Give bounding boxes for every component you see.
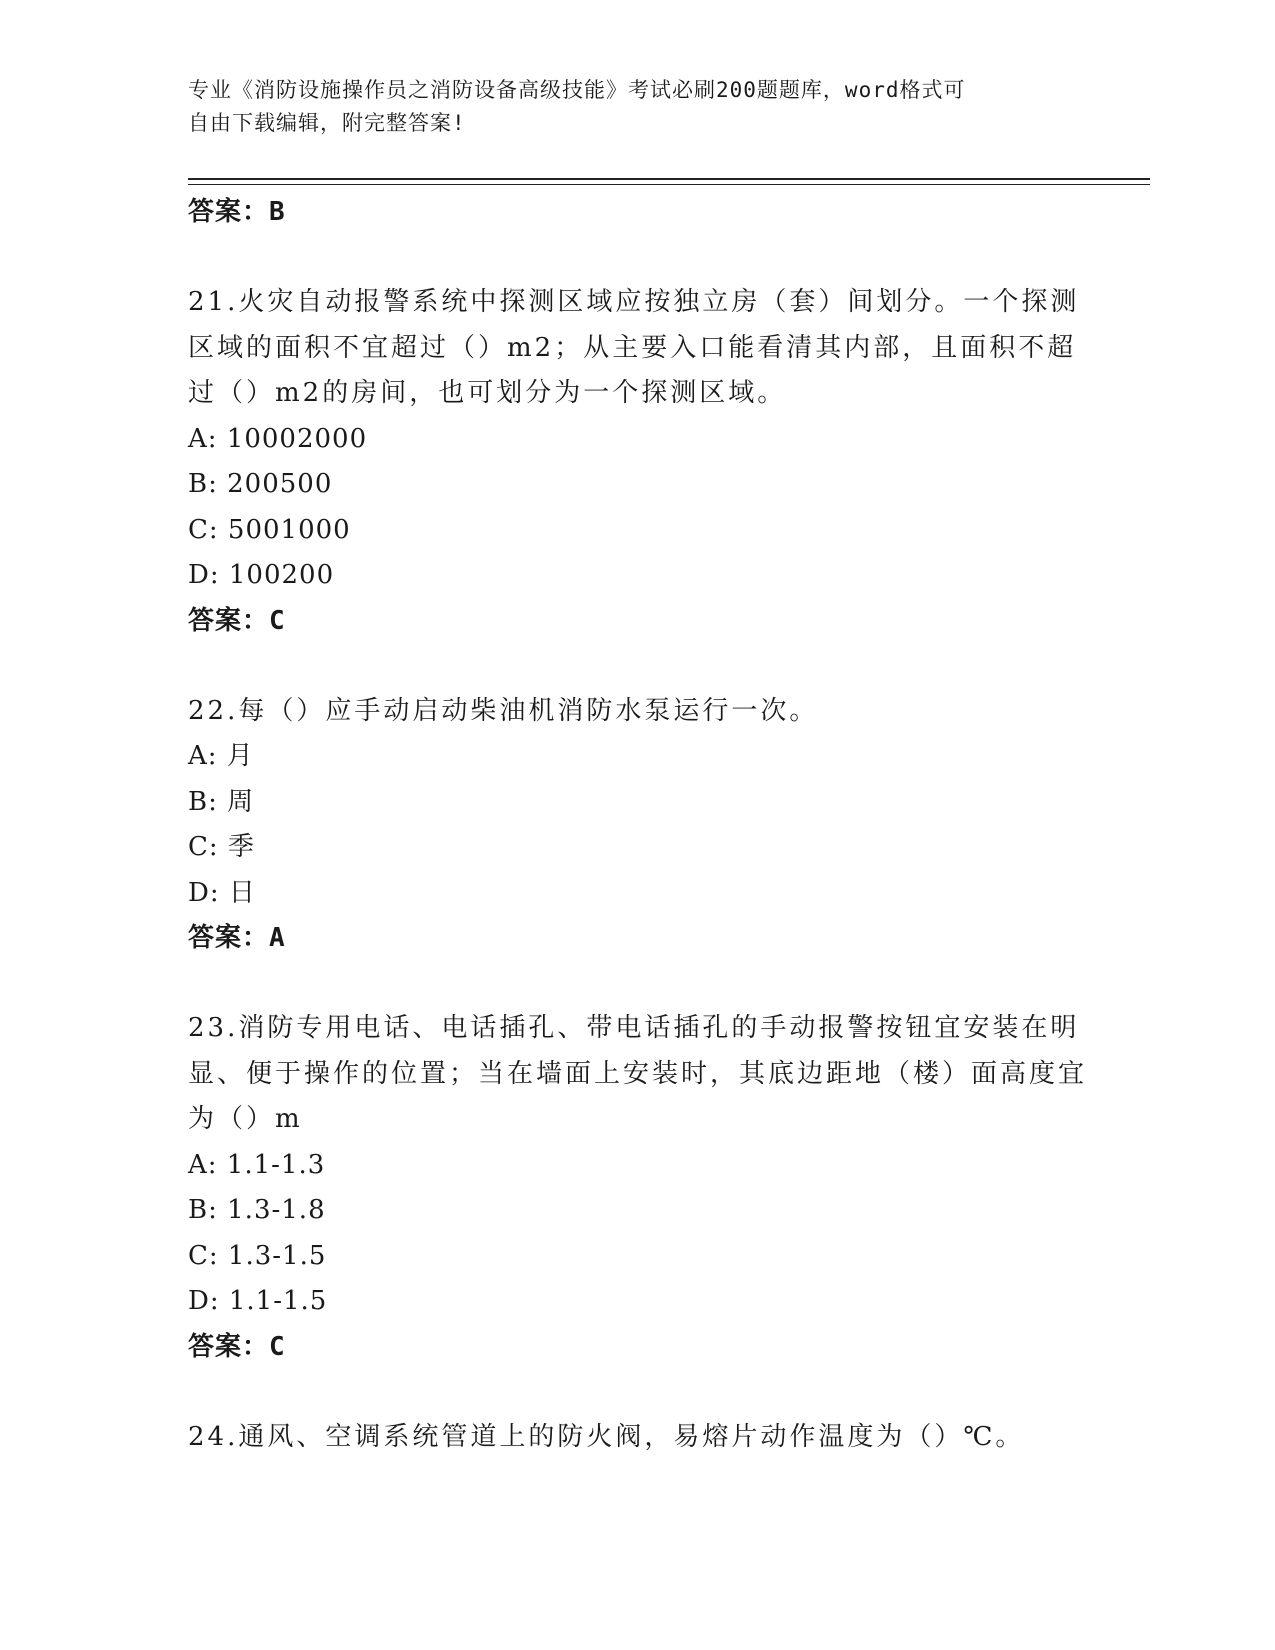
option-c: C: 季: [188, 832, 255, 862]
option-b: B: 1.3-1.8: [188, 1195, 326, 1225]
question-text: 23.消防专用电话、电话插孔、带电话插孔的手动报警按钮宜安装在明显、便于操作的位置；当在墙面上安装时，其底边距地（楼）面高度宜为（）m: [188, 1013, 1088, 1134]
question-text: 24.通风、空调系统管道上的防火阀，易熔片动作温度为（）℃。: [188, 1421, 1025, 1452]
header-line-1: 专业《消防设施操作员之消防设备高级技能》考试必刷200题题库，word格式可: [188, 78, 966, 102]
question-text: 21.火灾自动报警系统中探测区域应按独立房（套）间划分。一个探测区域的面积不宜超过（）m2；从主要入口能看清其内部，且面积不超过（）m2的房间，也可划分为一个探测区域。: [188, 287, 1080, 408]
document-header: [188, 74, 1068, 140]
option-d: D: 日: [188, 877, 256, 908]
question-24: [188, 1415, 1088, 1461]
answer: 答案：C: [188, 1331, 286, 1362]
header-rule-thick: [188, 178, 1150, 180]
option-d: D: 1.1-1.5: [188, 1286, 328, 1316]
option-a: A: 10002000: [188, 423, 368, 454]
question-23: [188, 1006, 1088, 1369]
header-rule-thin: [188, 184, 1150, 185]
option-b: B: 周: [188, 786, 255, 817]
question-21: [188, 280, 1088, 643]
option-c: C: 1.3-1.5: [188, 1240, 327, 1271]
option-d: D: 100200: [188, 560, 335, 590]
answer: 答案：C: [188, 605, 286, 636]
answer: 答案：A: [188, 923, 286, 953]
option-b: B: 200500: [188, 469, 333, 499]
previous-answer: 答案：B: [188, 197, 286, 227]
option-c: C: 5001000: [188, 514, 351, 545]
question-list: [188, 190, 1088, 1460]
option-a: A: 月: [188, 741, 254, 771]
question-22: [188, 689, 1088, 961]
question-text: 22.每（）应手动启动柴油机消防水泵运行一次。: [188, 695, 819, 726]
header-line-2: 自由下载编辑，附完整答案!: [188, 111, 466, 135]
option-a: A: 1.1-1.3: [188, 1149, 326, 1180]
